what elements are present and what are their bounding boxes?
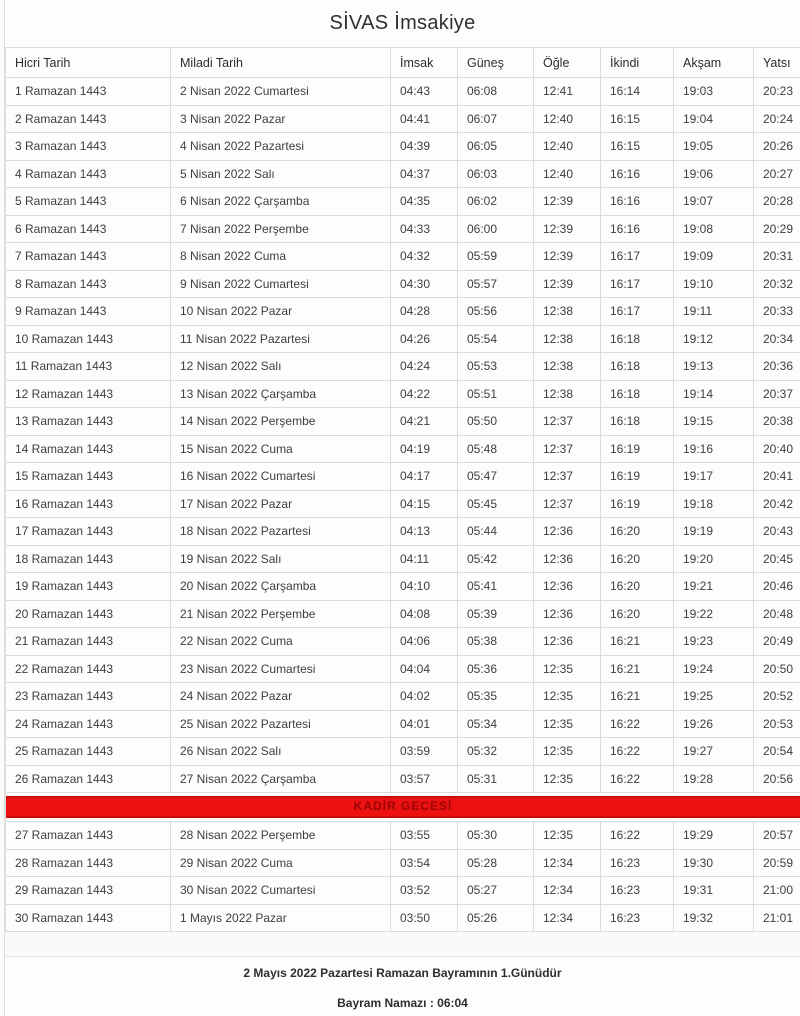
table-cell: 16:22 [601,822,674,850]
table-row [6,655,800,683]
table-cell: 12:36 [534,518,601,546]
table-cell: 20:38 [754,408,800,436]
table-cell: 17 Nisan 2022 Pazar [171,490,391,518]
table-cell: 12:35 [534,738,601,766]
table-body [6,78,800,932]
column-header: Öğle [534,48,601,78]
table-cell: 16:19 [601,463,674,491]
bayram-namazi-line: Bayram Namazı : 06:04 [337,996,468,1010]
table-row [6,133,800,161]
footer [5,957,800,1010]
table-cell: 11 Nisan 2022 Pazartesi [171,325,391,353]
table-cell: 12:34 [534,849,601,877]
table-row [6,822,800,850]
table-cell: 11 Ramazan 1443 [6,353,171,381]
table-cell: 05:53 [458,353,534,381]
table-cell: 05:50 [458,408,534,436]
table-cell: 25 Nisan 2022 Pazartesi [171,710,391,738]
table-cell: 5 Ramazan 1443 [6,188,171,216]
table-cell: 05:59 [458,243,534,271]
table-cell: 20:46 [754,573,800,601]
table-cell: 12:35 [534,710,601,738]
table-cell: 16:15 [601,105,674,133]
table-cell: 05:54 [458,325,534,353]
table-cell: 16:14 [601,78,674,106]
table-cell: 12 Nisan 2022 Salı [171,353,391,381]
table-cell: 20:57 [754,822,800,850]
table-cell: 04:19 [391,435,458,463]
table-cell: 21 Ramazan 1443 [6,628,171,656]
table-cell: 19:19 [674,518,754,546]
table-cell: 04:06 [391,628,458,656]
table-cell: 20:34 [754,325,800,353]
empty-strip [5,932,800,957]
table-cell: 04:43 [391,78,458,106]
table-cell: 05:30 [458,822,534,850]
table-cell: 19:28 [674,765,754,793]
table-cell: 24 Ramazan 1443 [6,710,171,738]
header-row [6,48,800,78]
table-cell: 19:31 [674,877,754,905]
table-cell: 16:19 [601,435,674,463]
table-cell: 04:35 [391,188,458,216]
table-cell: 06:00 [458,215,534,243]
table-cell: 20:24 [754,105,800,133]
banner-cell [6,793,800,822]
table-cell: 3 Nisan 2022 Pazar [171,105,391,133]
table-cell: 13 Nisan 2022 Çarşamba [171,380,391,408]
table-cell: 19:15 [674,408,754,436]
table-cell: 19:30 [674,849,754,877]
table-cell: 03:55 [391,822,458,850]
table-cell: 20:45 [754,545,800,573]
table-cell: 6 Ramazan 1443 [6,215,171,243]
table-cell: 19:21 [674,573,754,601]
table-cell: 23 Nisan 2022 Cumartesi [171,655,391,683]
table-cell: 16:15 [601,133,674,161]
table-cell: 04:01 [391,710,458,738]
table-cell: 04:32 [391,243,458,271]
table-cell: 12:35 [534,683,601,711]
table-cell: 16:22 [601,738,674,766]
table-cell: 16:17 [601,298,674,326]
table-cell: 12:40 [534,133,601,161]
table-cell: 04:37 [391,160,458,188]
table-cell: 20:29 [754,215,800,243]
title-bar [5,0,800,47]
table-cell: 03:57 [391,765,458,793]
table-cell: 05:42 [458,545,534,573]
table-row [6,683,800,711]
table-cell: 9 Nisan 2022 Cumartesi [171,270,391,298]
table-cell: 9 Ramazan 1443 [6,298,171,326]
table-cell: 20:28 [754,188,800,216]
table-cell: 28 Ramazan 1443 [6,849,171,877]
table-cell: 19 Ramazan 1443 [6,573,171,601]
table-cell: 16:21 [601,655,674,683]
table-cell: 04:33 [391,215,458,243]
table-cell: 19:11 [674,298,754,326]
table-cell: 16:18 [601,380,674,408]
table-cell: 12:37 [534,435,601,463]
table-row [6,408,800,436]
table-cell: 20:42 [754,490,800,518]
imsakiye-table [5,47,800,932]
table-cell: 05:36 [458,655,534,683]
table-cell: 16:16 [601,160,674,188]
table-row [6,353,800,381]
table-cell: 20 Ramazan 1443 [6,600,171,628]
table-cell: 19:25 [674,683,754,711]
table-cell: 12:40 [534,105,601,133]
table-cell: 05:57 [458,270,534,298]
table-cell: 12:38 [534,325,601,353]
table-cell: 7 Nisan 2022 Perşembe [171,215,391,243]
table-cell: 05:44 [458,518,534,546]
table-cell: 05:28 [458,849,534,877]
table-row [6,545,800,573]
table-cell: 4 Ramazan 1443 [6,160,171,188]
table-cell: 20:23 [754,78,800,106]
table-cell: 05:26 [458,904,534,932]
table-cell: 19:32 [674,904,754,932]
table-cell: 16:23 [601,877,674,905]
table-row [6,435,800,463]
table-cell: 05:41 [458,573,534,601]
table-cell: 16:18 [601,325,674,353]
table-cell: 15 Nisan 2022 Cuma [171,435,391,463]
table-cell: 2 Ramazan 1443 [6,105,171,133]
table-cell: 05:56 [458,298,534,326]
table-cell: 19:27 [674,738,754,766]
table-cell: 21:01 [754,904,800,932]
table-cell: 05:47 [458,463,534,491]
table-cell: 04:04 [391,655,458,683]
table-cell: 04:24 [391,353,458,381]
table-cell: 10 Nisan 2022 Pazar [171,298,391,326]
table-cell: 19:23 [674,628,754,656]
table-cell: 04:28 [391,298,458,326]
bayram-info-line: 2 Mayıs 2022 Pazartesi Ramazan Bayramının 1.Günüdür [243,966,562,980]
table-cell: 4 Nisan 2022 Pazartesi [171,133,391,161]
table-cell: 23 Ramazan 1443 [6,683,171,711]
table-cell: 19:10 [674,270,754,298]
table-cell: 12:34 [534,904,601,932]
table-cell: 20:41 [754,463,800,491]
table-cell: 16:20 [601,573,674,601]
table-cell: 19:17 [674,463,754,491]
table-cell: 16:22 [601,710,674,738]
table-cell: 16:20 [601,518,674,546]
table-cell: 05:39 [458,600,534,628]
table-cell: 19:20 [674,545,754,573]
table-cell: 6 Nisan 2022 Çarşamba [171,188,391,216]
table-cell: 19:06 [674,160,754,188]
table-cell: 20:32 [754,270,800,298]
table-cell: 06:05 [458,133,534,161]
table-cell: 12:36 [534,573,601,601]
table-cell: 20:31 [754,243,800,271]
table-cell: 16:16 [601,188,674,216]
table-cell: 29 Nisan 2022 Cuma [171,849,391,877]
table-cell: 12:38 [534,380,601,408]
table-row [6,160,800,188]
table-row [6,600,800,628]
table-cell: 16:17 [601,243,674,271]
column-header: Akşam [674,48,754,78]
table-cell: 19:14 [674,380,754,408]
table-cell: 8 Nisan 2022 Cuma [171,243,391,271]
table-cell: 20:40 [754,435,800,463]
table-cell: 04:22 [391,380,458,408]
banner-row [6,793,800,822]
table-cell: 04:13 [391,518,458,546]
table-cell: 12:35 [534,822,601,850]
table-cell: 30 Ramazan 1443 [6,904,171,932]
table-cell: 20:54 [754,738,800,766]
column-header: İkindi [601,48,674,78]
table-cell: 21:00 [754,877,800,905]
table-row [6,490,800,518]
table-header [6,48,800,78]
table-cell: 03:50 [391,904,458,932]
table-row [6,877,800,905]
table-row [6,270,800,298]
table-cell: 05:32 [458,738,534,766]
table-cell: 16:20 [601,545,674,573]
table-cell: 05:31 [458,765,534,793]
table-cell: 06:02 [458,188,534,216]
table-row [6,325,800,353]
table-cell: 8 Ramazan 1443 [6,270,171,298]
table-cell: 12:34 [534,877,601,905]
table-cell: 12:37 [534,408,601,436]
table-cell: 12:41 [534,78,601,106]
table-cell: 19:08 [674,215,754,243]
table-cell: 20:59 [754,849,800,877]
table-cell: 05:51 [458,380,534,408]
column-header: Güneş [458,48,534,78]
table-cell: 05:34 [458,710,534,738]
table-cell: 20:37 [754,380,800,408]
table-cell: 16:20 [601,600,674,628]
column-header: Miladi Tarih [171,48,391,78]
table-cell: 16:16 [601,215,674,243]
table-cell: 19:09 [674,243,754,271]
table-cell: 04:10 [391,573,458,601]
table-row [6,628,800,656]
table-cell: 12:35 [534,655,601,683]
table-cell: 19:07 [674,188,754,216]
table-cell: 16:23 [601,849,674,877]
column-header: İmsak [391,48,458,78]
table-cell: 28 Nisan 2022 Perşembe [171,822,391,850]
table-row [6,188,800,216]
table-cell: 04:21 [391,408,458,436]
table-cell: 20:26 [754,133,800,161]
table-cell: 03:59 [391,738,458,766]
table-cell: 24 Nisan 2022 Pazar [171,683,391,711]
table-cell: 20:56 [754,765,800,793]
table-cell: 12:35 [534,765,601,793]
table-cell: 05:48 [458,435,534,463]
table-cell: 12 Ramazan 1443 [6,380,171,408]
table-cell: 2 Nisan 2022 Cumartesi [171,78,391,106]
table-cell: 25 Ramazan 1443 [6,738,171,766]
table-cell: 13 Ramazan 1443 [6,408,171,436]
table-cell: 20:49 [754,628,800,656]
table-cell: 5 Nisan 2022 Salı [171,160,391,188]
column-header: Hicri Tarih [6,48,171,78]
page-title: SİVAS İmsakiye [329,12,476,34]
table-cell: 04:26 [391,325,458,353]
table-cell: 19:04 [674,105,754,133]
table-row [6,380,800,408]
table-cell: 19:18 [674,490,754,518]
table-cell: 12:37 [534,490,601,518]
table-row [6,298,800,326]
table-cell: 20:33 [754,298,800,326]
table-cell: 06:07 [458,105,534,133]
table-cell: 12:40 [534,160,601,188]
table-cell: 20:50 [754,655,800,683]
table-row [6,573,800,601]
table-cell: 04:41 [391,105,458,133]
table-cell: 17 Ramazan 1443 [6,518,171,546]
table-cell: 05:27 [458,877,534,905]
table-cell: 20:48 [754,600,800,628]
table-cell: 12:39 [534,270,601,298]
table-cell: 18 Nisan 2022 Pazartesi [171,518,391,546]
table-cell: 20:53 [754,710,800,738]
table-cell: 22 Nisan 2022 Cuma [171,628,391,656]
table-row [6,518,800,546]
table-cell: 05:45 [458,490,534,518]
table-cell: 19:29 [674,822,754,850]
table-cell: 16:19 [601,490,674,518]
table-cell: 26 Ramazan 1443 [6,765,171,793]
table-row [6,463,800,491]
table-cell: 19:16 [674,435,754,463]
table-cell: 16 Ramazan 1443 [6,490,171,518]
table-cell: 12:38 [534,298,601,326]
table-cell: 19:03 [674,78,754,106]
table-cell: 10 Ramazan 1443 [6,325,171,353]
table-cell: 16:22 [601,765,674,793]
table-cell: 30 Nisan 2022 Cumartesi [171,877,391,905]
table-cell: 16:18 [601,353,674,381]
table-cell: 19:24 [674,655,754,683]
table-cell: 19:12 [674,325,754,353]
table-cell: 16:18 [601,408,674,436]
table-row [6,243,800,271]
table-cell: 19:05 [674,133,754,161]
table-cell: 3 Ramazan 1443 [6,133,171,161]
table-cell: 12:36 [534,600,601,628]
table-cell: 06:03 [458,160,534,188]
table-cell: 22 Ramazan 1443 [6,655,171,683]
table-cell: 1 Ramazan 1443 [6,78,171,106]
table-row [6,710,800,738]
table-cell: 12:39 [534,243,601,271]
table-cell: 14 Ramazan 1443 [6,435,171,463]
table-cell: 04:39 [391,133,458,161]
table-cell: 29 Ramazan 1443 [6,877,171,905]
table-cell: 20 Nisan 2022 Çarşamba [171,573,391,601]
table-row [6,78,800,106]
table-cell: 16:17 [601,270,674,298]
column-header: Yatsı [754,48,800,78]
table-cell: 1 Mayıs 2022 Pazar [171,904,391,932]
table-cell: 16:21 [601,683,674,711]
kadir-gecesi-banner: KADİR GECESİ [6,796,800,818]
table-cell: 03:52 [391,877,458,905]
table-cell: 19:22 [674,600,754,628]
table-row [6,849,800,877]
table-cell: 16:21 [601,628,674,656]
table-cell: 20:36 [754,353,800,381]
table-row [6,904,800,932]
table-cell: 20:52 [754,683,800,711]
table-cell: 04:11 [391,545,458,573]
table-cell: 04:17 [391,463,458,491]
table-row [6,215,800,243]
table-cell: 12:39 [534,188,601,216]
table-cell: 20:43 [754,518,800,546]
table-cell: 19 Nisan 2022 Salı [171,545,391,573]
table-cell: 12:38 [534,353,601,381]
table-cell: 16:23 [601,904,674,932]
imsakiye-container [4,0,800,1016]
table-cell: 04:15 [391,490,458,518]
table-cell: 04:02 [391,683,458,711]
table-cell: 16 Nisan 2022 Cumartesi [171,463,391,491]
table-cell: 12:37 [534,463,601,491]
table-cell: 18 Ramazan 1443 [6,545,171,573]
table-cell: 14 Nisan 2022 Perşembe [171,408,391,436]
table-cell: 27 Ramazan 1443 [6,822,171,850]
table-cell: 04:30 [391,270,458,298]
table-cell: 19:13 [674,353,754,381]
table-cell: 7 Ramazan 1443 [6,243,171,271]
table-cell: 12:36 [534,628,601,656]
table-cell: 12:36 [534,545,601,573]
table-cell: 27 Nisan 2022 Çarşamba [171,765,391,793]
table-cell: 05:38 [458,628,534,656]
table-row [6,105,800,133]
table-cell: 04:08 [391,600,458,628]
table-cell: 12:39 [534,215,601,243]
table-row [6,738,800,766]
table-cell: 21 Nisan 2022 Perşembe [171,600,391,628]
table-cell: 26 Nisan 2022 Salı [171,738,391,766]
table-row [6,765,800,793]
table-cell: 03:54 [391,849,458,877]
table-cell: 06:08 [458,78,534,106]
table-cell: 19:26 [674,710,754,738]
table-cell: 05:35 [458,683,534,711]
table-cell: 20:27 [754,160,800,188]
table-cell: 15 Ramazan 1443 [6,463,171,491]
